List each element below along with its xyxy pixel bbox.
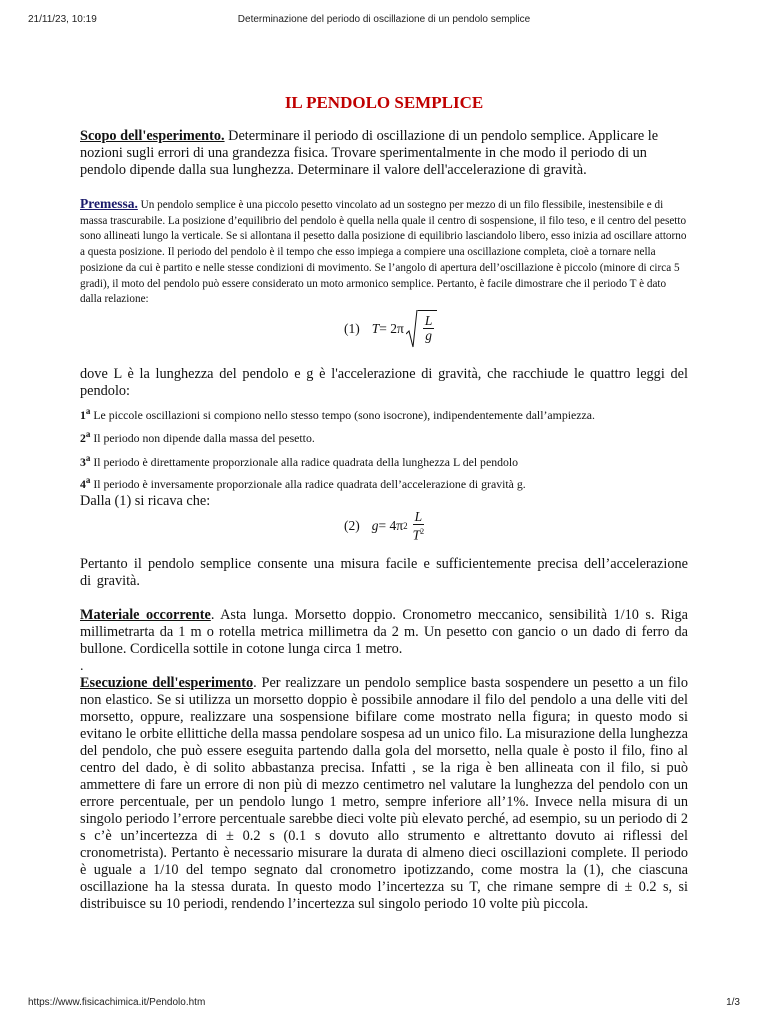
document-body [80, 93, 688, 913]
formula-1-denominator: g [425, 327, 432, 343]
law-2: 2$^a$ Il periodo non dipende dalla massa del pesetto. [80, 429, 315, 446]
formula-2-numerator: L [414, 508, 423, 524]
print-page-number: 1/3 [726, 997, 740, 1008]
formula-1-coef: = 2π [379, 320, 404, 336]
formula-2-exp: 2 [403, 520, 408, 531]
law-4: 4$^a$ Il periodo è inversamente proporzionale alla radice quadrata dell’accelerazione di gravità g. [80, 475, 526, 492]
formula-2-denominator: T [412, 527, 421, 543]
formula-1-number: (1) [344, 320, 360, 336]
laws-list [80, 404, 688, 493]
formula-1 [80, 308, 688, 360]
law-3: 3$^a$ Il periodo è direttamente proporzionale alla radice quadrata della lunghezza L del pendolo [80, 452, 519, 469]
dalla-line: Dalla (1) si ricava che: [80, 492, 211, 509]
scopo-label: Scopo dell'esperimento. [80, 128, 225, 144]
scopo-paragraph [80, 128, 688, 179]
print-url: https://www.fisicachimica.it/Pendolo.htm [28, 997, 206, 1008]
premessa-text: Un pendolo semplice è una piccolo pesetto vincolato ad un sostegno per mezzo di un filo flessibile, inestensibile e di massa trascurabile. La posizione d’equilibrio del pendolo è quella nella quale il centro di sospensione, il filo teso, e il centro del pesetto sono allineati lungo la verticale. Se si allontana il pesetto dalla posizione di equilibrio lasciandolo libero, esso inizia ad oscillare attorno a questa posizione. Il periodo del pendolo è il tempo che esso impiega a compiere una oscillazione completa, cioè a tornare nella posizione da cui è partito e nelle stesse condizioni di movimento. Se l’angolo di apertura dell’oscillazione è piccolo (minore di circa 5 gradi), il moto del pendolo può essere considerato un moto armonico semplice. Pertanto, è facile dimostrare che il periodo T è dato dalla relazione: [80, 199, 687, 306]
esecuzione-text: . Per realizzare un pendolo semplice basta sospendere un pesetto a un filo non elastico. Se si utilizza un morsetto doppio è possibile annodare il filo del pendolo a una delle viti del morsetto, oppure, realizzare una sospensione bifilare come mostrato nella figura; in questo modo si evitano le orbite ellittiche della massa pendolare sospesa ad un unico filo. La misurazione della lunghezza del pendolo, che può essere eseguita partendo dalla gola del morsetto, nella quale è posto il filo, fino al centro del dado, è di solito abbastanza precisa. Infatti , se la riga è ben allineata con il filo, si può ammettere di fare un errore di non più di mezzo centimetro nel valutare la lunghezza del pendolo con un errore percentuale, per un pendolo lungo 1 metro, sempre inferiore all’1%. Invece nella misura di un singolo periodo l’errore percentuale sarebbe dieci volte più elevato perché, ad esempio, su un periodo di 2 s c’è un’incertezza di ± 0.2 s (0.1 s dovuto allo strumento e altrettanto dovuto ai riflessi del cronometrista). Pertanto è necessario misurare la durata di almeno dieci oscillazioni complete. Il periodo è uguale a 1/10 del tempo segnato dal cronometro ipotizzando, come mostra la (1), che ciascuna oscillazione ha la stessa durata. In questo modo l’incertezza su T, che rimane sempre di ± 0.2 s, si distribuisce su 10 periodi, rendendo l’incertezza sul singolo periodo 10 volte più piccola. [80, 674, 688, 912]
document-title: IL PENDOLO SEMPLICE [284, 93, 484, 112]
print-datetime: 21/11/23, 10:19 [28, 14, 97, 25]
pertanto-paragraph: Pertanto il pendolo semplice consente una misura facile e sufficientemente precisa dell’accelerazione di gravità. [80, 555, 688, 589]
esecuzione-label: Esecuzione dell'esperimento [80, 674, 254, 691]
formula-2: (2) g = 4π 2 $\frac{L}{T^2}$ [344, 508, 425, 543]
print-page-title: Determinazione del periodo di oscillazione di un pendolo semplice [237, 14, 531, 25]
formula-1-lhs: T [371, 320, 380, 336]
materiale-label: Materiale occorrente [80, 606, 211, 623]
formula-1-numerator: L [424, 312, 433, 328]
separator-dot: . [80, 658, 84, 674]
esecuzione-paragraph [80, 675, 688, 913]
premessa-paragraph [80, 196, 688, 308]
formula-2-number: (2) [344, 517, 360, 533]
premessa-label: Premessa. [80, 196, 138, 211]
formula-2-lhs: g [371, 517, 379, 533]
law-1: 1$^a$ Le piccole oscillazioni si compiono nello stesso tempo (sono isocrone), indipendentemente dall’ampiezza. [80, 405, 595, 422]
scopo-text: Determinare il periodo di oscillazione di un pendolo semplice. Applicare le nozioni sugli errori di una grandezza fisica. Trovare sperimentalmente in che modo il periodo di un pendolo dipende dalla sua lunghezza. Determinare il valore dell'accelerazione di gravità. [80, 128, 659, 178]
materiale-text: . Asta lunga. Morsetto doppio. Cronometro meccanico, sensibilità 1/10 s. Riga millimetrarta da 1 m o rotella metrica millimetra da 2 m. Un pesetto con gancio o un dado di ferro da bullone. Cordicella sottile in cotone lunga circa 1 metro. [80, 606, 688, 657]
materiale-paragraph [80, 607, 688, 658]
formula-2-coef: = 4π [378, 517, 404, 533]
sqrt-symbol [406, 310, 438, 348]
dove-paragraph: dove L è la lunghezza del pendolo e g è l'accelerazione di gravità, che racchiude le quattro leggi del pendolo: [80, 365, 688, 399]
